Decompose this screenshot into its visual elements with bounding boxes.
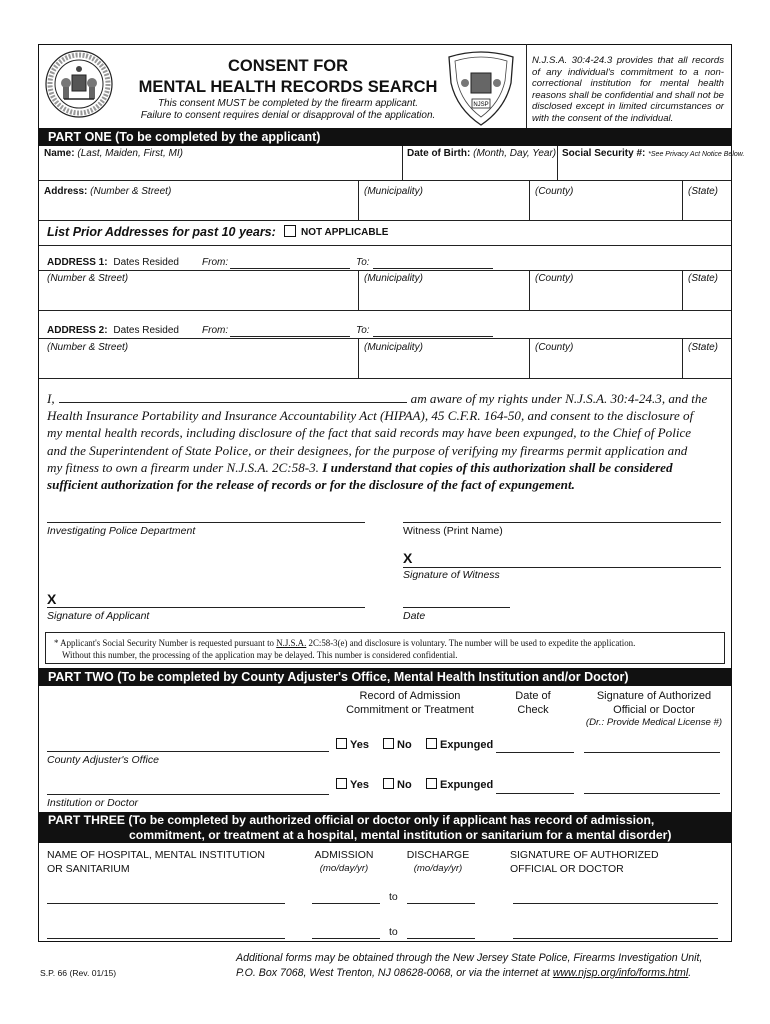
- official-signature-field-2[interactable]: [513, 938, 718, 939]
- form-subtitle-line2: Failure to consent requires denial or disapproval of the application.: [140, 110, 436, 121]
- address2-to-field[interactable]: [373, 336, 493, 337]
- address1-to-field[interactable]: [373, 268, 493, 269]
- county-expunged-option[interactable]: Expunged: [426, 738, 493, 751]
- name-field[interactable]: [44, 148, 183, 159]
- discharge-date-field-2[interactable]: [407, 938, 475, 939]
- ssn-hint: *See Privacy Act Notice Below.: [648, 151, 745, 158]
- not-applicable-label: NOT APPLICABLE: [301, 227, 389, 238]
- institution-expunged-checkbox[interactable]: [426, 778, 437, 789]
- ssn-field[interactable]: [562, 148, 744, 159]
- institution-yes-option[interactable]: Yes: [336, 778, 369, 791]
- address1-street[interactable]: (Number & Street): [47, 273, 129, 284]
- consent-line3: my mental health records, including disclosure of the fact that said records may have been expunged, to the Chief of Police: [47, 425, 692, 441]
- institution-label: Institution or Doctor: [47, 797, 139, 809]
- address-hint: (Number & Street): [90, 186, 172, 197]
- address2-street[interactable]: (Number & Street): [47, 342, 129, 353]
- form-subtitle-line1: This consent MUST be completed by the firearm applicant.: [157, 98, 419, 109]
- county-no-option[interactable]: No: [383, 738, 412, 751]
- witness-signature-field[interactable]: [403, 567, 721, 568]
- investigating-dept-field[interactable]: [47, 522, 365, 523]
- badge-text: NJSP: [473, 102, 489, 108]
- institution-no-checkbox[interactable]: [383, 778, 394, 789]
- investigating-dept-label: Investigating Police Department: [47, 525, 196, 537]
- institution-no-option[interactable]: No: [383, 778, 412, 791]
- footer-line1: Additional forms may be obtained through the New Jersey State Police, Firearms Investigation Unit,: [236, 952, 703, 964]
- address2-row: [47, 325, 179, 336]
- dob-label: Date of Birth:: [407, 148, 471, 159]
- witness-print-field[interactable]: [403, 522, 721, 523]
- privacy-line1: * Applicant's Social Security Number is requested pursuant to N.J.S.A. 2C:58-3(e) and disclosure is voluntary. The number will be used to expedite the application.: [54, 638, 636, 648]
- consent-line2: Health Insurance Portability and Insurance Accountability Act (HIPAA), 45 C.F.R. 164-50, and consent to the disclosure of: [47, 408, 694, 424]
- part-three-header: PART THREE (To be completed by authorized official or doctor only if applicant has record of admission, commitment, or treatment at a hospital, mental institution or sanitarium for a mental disorder): [39, 812, 731, 843]
- witness-x-mark: X: [403, 550, 413, 566]
- dob-hint: (Month, Day, Year): [473, 148, 557, 159]
- consent-line4: and the Superintendent of State Police, or their designees, for the purpose of verifying my firearms permit application and: [47, 442, 688, 458]
- address1-to-label: To:: [356, 257, 370, 268]
- row1-to: to: [389, 891, 398, 903]
- witness-signature-label: Signature of Witness: [403, 569, 500, 581]
- hospital-name-field-1[interactable]: [47, 903, 285, 904]
- authorized-official-header: SIGNATURE OF AUTHORIZED OFFICIAL OR DOCTOR: [510, 849, 659, 875]
- name-label: Name:: [44, 148, 75, 159]
- row2-to: to: [389, 926, 398, 938]
- consent-line6: sufficient authorization for the release of records or for the disclosure of the fact of expungement.: [47, 477, 575, 493]
- prior-addresses-title: List Prior Addresses for past 10 years:: [47, 225, 276, 239]
- county-yes-option[interactable]: Yes: [336, 738, 369, 751]
- institution-field[interactable]: [47, 794, 329, 795]
- address2-from-label: From:: [202, 325, 229, 336]
- address-state[interactable]: (State): [688, 186, 719, 197]
- address1-municipality[interactable]: (Municipality): [364, 273, 423, 284]
- address2-from-field[interactable]: [230, 336, 350, 337]
- hospital-name-header: NAME OF HOSPITAL, MENTAL INSTITUTION OR SANITARIUM: [47, 849, 265, 875]
- institution-signature-field[interactable]: [584, 793, 720, 794]
- county-signature-field[interactable]: [584, 752, 720, 753]
- record-header: Record of Admission Commitment or Treatment: [346, 690, 474, 716]
- county-no-checkbox[interactable]: [383, 738, 394, 749]
- address2-county[interactable]: (County): [535, 342, 574, 353]
- consent-line5: [47, 459, 727, 476]
- address1-dates-resided: Dates Resided: [113, 257, 179, 268]
- county-adjuster-field[interactable]: [47, 751, 329, 752]
- institution-yes-checkbox[interactable]: [336, 778, 347, 789]
- part-two-header: PART TWO (To be completed by County Adjuster's Office, Mental Health Institution and/or Doctor): [39, 668, 731, 686]
- name-hint: (Last, Maiden, First, MI): [77, 148, 183, 159]
- institution-date-check-field[interactable]: [496, 793, 574, 794]
- address2-dates-resided: Dates Resided: [113, 325, 179, 336]
- privacy-line2: Without this number, the processing of the application may be delayed. This number is considered confidential.: [62, 650, 458, 660]
- footer-note: [236, 951, 736, 981]
- state-police-badge: [445, 49, 517, 127]
- privacy-notice: [45, 632, 725, 664]
- address2-label: ADDRESS 2:: [47, 325, 108, 336]
- part-one-header: PART ONE (To be completed by the applicant): [39, 128, 731, 146]
- address2-state[interactable]: (State): [688, 342, 719, 353]
- applicant-x-mark: X: [47, 591, 57, 607]
- not-applicable-checkbox[interactable]: [284, 225, 296, 237]
- address-field[interactable]: [44, 186, 171, 197]
- njsa-link[interactable]: N.J.S.A.: [276, 638, 307, 648]
- address1-county[interactable]: (County): [535, 273, 574, 284]
- forms-website-link[interactable]: www.njsp.org/info/forms.html: [552, 967, 689, 979]
- official-signature-field-1[interactable]: [513, 903, 718, 904]
- discharge-header: DISCHARGE (mo/day/yr): [406, 849, 470, 874]
- address2-to-label: To:: [356, 325, 370, 336]
- consent-text1: am aware of my rights under N.J.S.A. 30:4-24.3, and the: [410, 391, 708, 406]
- address1-from-label: From:: [202, 257, 229, 268]
- date-label: Date: [403, 610, 426, 622]
- witness-print-label: Witness (Print Name): [403, 525, 503, 537]
- address-label: Address:: [44, 186, 88, 197]
- authorized-signature-header: Signature of Authorized Official or Doctor (Dr.: Provide Medical License #): [585, 690, 723, 728]
- dob-field[interactable]: [407, 148, 556, 159]
- consent-line1: [47, 390, 727, 407]
- statute-note: N.J.S.A. 30:4-24.3 provides that all records of any individual's commitment to a non-correctional institution for mental health reasons shall be confidential and shall not be disclosed except in limited circumstances or with the consent of the individual.: [532, 55, 724, 124]
- nj-state-seal: [44, 49, 114, 119]
- applicant-signature-field[interactable]: [47, 607, 365, 608]
- county-yes-checkbox[interactable]: [336, 738, 347, 749]
- applicant-signature-label: Signature of Applicant: [47, 610, 150, 622]
- address1-state[interactable]: (State): [688, 273, 719, 284]
- admission-header: ADMISSION (mo/day/yr): [314, 849, 374, 874]
- header-divider: [526, 44, 527, 128]
- consent-i: I,: [47, 391, 55, 406]
- address-municipality[interactable]: (Municipality): [364, 186, 423, 197]
- admission-date-field-2[interactable]: [312, 938, 380, 939]
- address1-from-field[interactable]: [230, 268, 350, 269]
- admission-date-field-1[interactable]: [312, 903, 380, 904]
- footer-line2: P.O. Box 7068, West Trenton, NJ 08628-0068, or via the internet at www.njsp.org/info/forms.html.: [236, 967, 692, 979]
- address1-label: ADDRESS 1:: [47, 257, 108, 268]
- institution-expunged-option[interactable]: Expunged: [426, 778, 493, 791]
- consent-paragraph: [47, 390, 727, 493]
- county-adjuster-label: County Adjuster's Office: [47, 754, 159, 766]
- address2-municipality[interactable]: (Municipality): [364, 342, 423, 353]
- consent-text5a: my fitness to own a firearm under N.J.S.A. 2C:58-3.: [47, 459, 319, 475]
- date-field[interactable]: [403, 607, 510, 608]
- form-title-line1: CONSENT FOR: [227, 57, 349, 75]
- county-date-check-field[interactable]: [496, 752, 574, 753]
- hospital-name-field-2[interactable]: [47, 938, 285, 939]
- county-expunged-checkbox[interactable]: [426, 738, 437, 749]
- discharge-date-field-1[interactable]: [407, 903, 475, 904]
- consent-text5b: I understand that copies of this authorization shall be considered: [322, 459, 673, 475]
- address-county[interactable]: (County): [535, 186, 574, 197]
- address1-row: [47, 257, 179, 268]
- applicant-name-field[interactable]: [59, 391, 407, 403]
- date-check-header: Date of Check: [515, 690, 551, 716]
- form-number: S.P. 66 (Rev. 01/15): [40, 968, 117, 978]
- form-title-line2: MENTAL HEALTH RECORDS SEARCH: [138, 78, 438, 96]
- ssn-label: Social Security #:: [562, 148, 646, 159]
